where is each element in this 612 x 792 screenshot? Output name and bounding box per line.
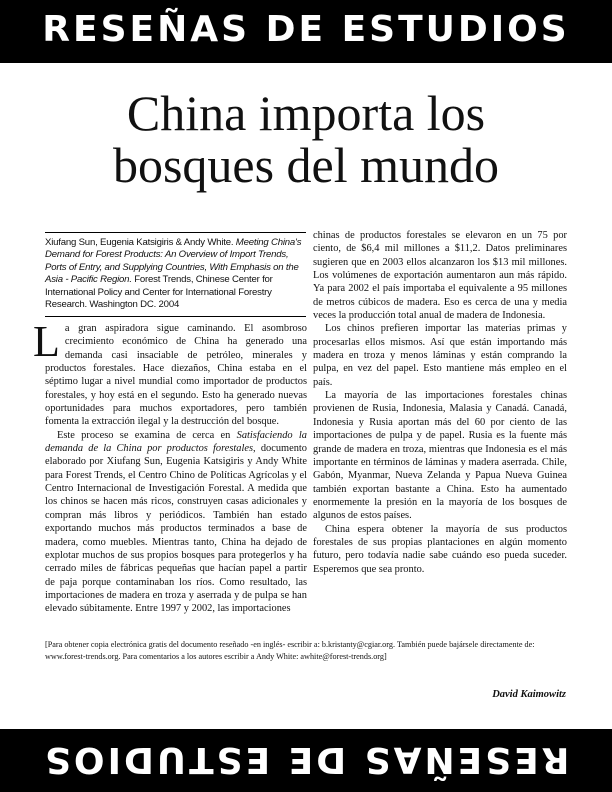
- reference-title: Meeting China's Demand for Forest Products: An Overview of Import Trends, Ports of Entry, and Supplying Countries, With Emphasis on the Asia - Pacific Region.: [45, 237, 302, 286]
- reference-authors: Xiufang Sun, Eugenia Katsigiris & Andy White.: [45, 237, 236, 248]
- reference-publisher: Forest Trends, Chinese Center for International Policy and Center for International Forestry Research. Washington DC. 2004: [45, 274, 273, 311]
- paragraph-2-lead: Este proceso se examina de cerca en: [57, 429, 237, 441]
- paragraph-1-text: a gran aspiradora sigue caminando. El asombroso crecimiento económico de China ha generado una demanda casi insaciable de petróleo, minerales y productos forestales. Hace diezaños, China estaba en el séptimo lugar a nivel mundial como importador de productos forestales, y hoy está en el segundo. Esto ha generado nuevas oportunidades para muchos exportadores, pero también fomenta la extracción ilegal y la destrucción del bosque.: [45, 323, 307, 428]
- footnote-contact-info: [Para obtener copia electrónica gratis del documento reseñado -en inglés- escribir a: b.kristanty@cgiar.org. También puede bajársele directamente de: www.forest-trends.org. Para comentarios a los autores escribir a Andy White: awhite@forest-trends.org]: [45, 640, 535, 661]
- reference-bottom-rule: [45, 316, 306, 317]
- paragraph-5: China espera obtener la mayoría de sus productos forestales de sus propias plantaciones en algún momento futuro, pero todavía nadie sabe cuándo eso pueda suceder. Esperemos que sea pronto.: [313, 523, 567, 575]
- paragraph-2-doc-title: Satisfaciendo la demanda de la China por productos forestales: [45, 429, 308, 455]
- footer-band-text: RESEÑAS DE ESTUDIOS: [42, 739, 570, 780]
- reference-top-rule: [45, 232, 306, 233]
- paragraph-3: Los chinos prefieren importar las materias primas y procesarlas ellos mismos. Así que están importando más madera en troza y menos láminas y están comprando la pulpa, en vez del papel. Esto mantiene más empleo en el país.: [313, 323, 567, 388]
- header-band: [0, 0, 612, 63]
- article-title: [40, 87, 572, 191]
- paragraph-2-continued: chinas de productos forestales se elevaron en un 75 por ciento, de $6,4 mil millones a $11,2. Datos preliminares sugieren que en 2003 ellos alcanzaron los $13 mil millones. Los volúmenes de exportación aumentaron aun más rápido. Ya para 2002 el país importaba el equivalente a 95 millones de metros cúbicos de madera. Eso es cerca de una y media veces la producción total anual de madera de Indonesia.: [313, 230, 567, 322]
- article-title-line-1: China importa los: [126, 85, 486, 141]
- article-title-line-2: bosques del mundo: [112, 137, 500, 193]
- reviewer-signature: David Kaimowitz: [492, 689, 566, 700]
- footer-band: [0, 729, 612, 792]
- article-body-right-column: [313, 229, 567, 576]
- paragraph-4: La mayoría de las importaciones forestales chinas provienen de Rusia, Indonesia, Malasia y Canadá. Canadá, Indonesia y Rusia aportan más del 60 por ciento de las importaciones de pulpa y de papel. Rusia es la fuente más grande de madera en troza, mientras que Indonesia es el más importante en términos de láminas y madera aserrada. Chile, Gabón, Myanmar, Nueva Zelanda y Papua Nueva Guinea también exportan bastante a China. Esto ha aumentado enormemente la presión en la mayoría de los bosques de algunos de estos países.: [313, 390, 567, 522]
- drop-cap: L: [33, 317, 60, 366]
- header-band-text: RESEÑAS DE ESTUDIOS: [42, 9, 570, 50]
- paragraph-2: [45, 429, 307, 616]
- paragraph-1: [33, 317, 307, 429]
- reference-citation: [45, 237, 305, 311]
- article-body-left-column: [33, 317, 308, 616]
- paragraph-2-text: , documento elaborado por Xiufang Sun, Eugenia Katsigiris y Andy White para Forest Trends, el Centro Chino de Políticas Agrícolas y el Centro Internacional de Investigación Forestal. A medida que los chinos se hacen más ricos, construyen casas adicionales y compran más libros y periódicos. También han estado exportando muchos más productos terminados a base de madera, como muebles. Mientras tanto, China ha dejado de explotar muchos de sus propios bosques para protegerlos y ha cerrado miles de fábricas pequeñas que hacían papel a partir de paja porque contaminaban los ríos. Como resultado, las importaciones de madera en troza y aserrada y de pulpa se han elevado súbitamente. Entre 1997 y 2002, las importaciones: [45, 443, 307, 615]
